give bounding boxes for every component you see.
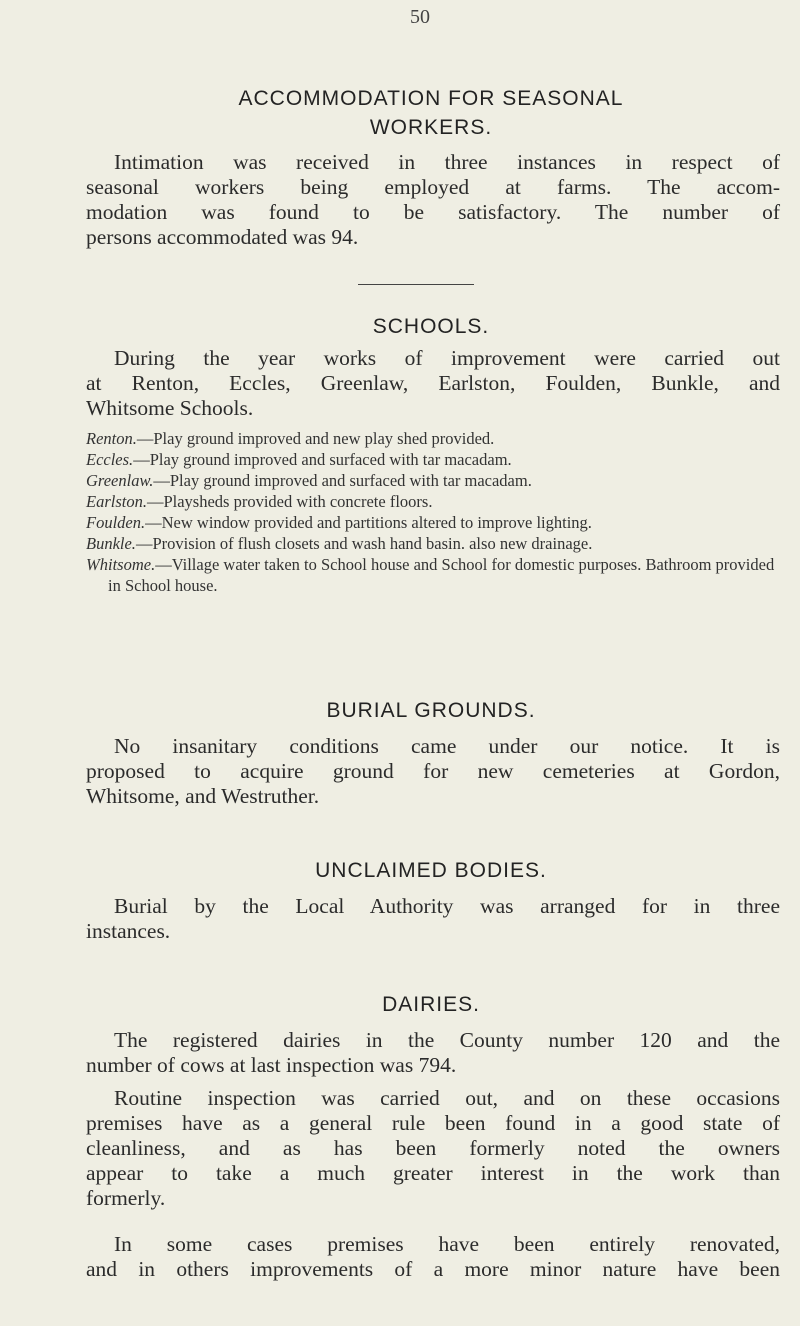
list-item xyxy=(86,512,780,533)
school-name: Renton. xyxy=(86,429,137,448)
school-works: —Village water taken to School house and School for domestic purposes. Bathroom provided in School house. xyxy=(108,555,775,595)
section-divider xyxy=(358,284,474,285)
page-number: 50 xyxy=(410,6,430,28)
school-name: Eccles. xyxy=(86,450,134,469)
list-item xyxy=(86,491,780,512)
school-name: Earlston. xyxy=(86,492,147,511)
text-line: and in others improvements of a more minor nature have been xyxy=(86,1257,780,1281)
list-item xyxy=(86,533,780,554)
list-item xyxy=(86,449,780,470)
text-line: persons accommodated was 94. xyxy=(86,225,359,249)
text-line: During the year works of improvement were carried out xyxy=(114,346,780,370)
unclaimed-bodies-heading: UNCLAIMED BODIES. xyxy=(315,859,547,882)
text-line: cleanliness, and as has been formerly noted the owners xyxy=(86,1136,780,1160)
text-line: The registered dairies in the County number 120 and the xyxy=(114,1028,780,1052)
burial-grounds-heading: BURIAL GROUNDS. xyxy=(326,699,536,722)
school-works: —New window provided and partitions altered to improve lighting. xyxy=(145,513,592,532)
text-line: proposed to acquire ground for new cemeteries at Gordon, xyxy=(86,759,780,783)
seasonal-workers-heading xyxy=(86,84,776,142)
schools-paragraph xyxy=(86,346,780,421)
text-line: Routine inspection was carried out, and on these occasions xyxy=(114,1086,780,1110)
text-line: premises have as a general rule been found in a good state of xyxy=(86,1111,780,1135)
dairies-heading: DAIRIES. xyxy=(382,993,480,1016)
text-line: In some cases premises have been entirely renovated, xyxy=(114,1232,780,1256)
text-line: number of cows at last inspection was 794. xyxy=(86,1053,457,1077)
seasonal-heading-line2: WORKERS. xyxy=(369,116,493,139)
school-name: Foulden. xyxy=(86,513,146,532)
burial-grounds-paragraph xyxy=(86,734,780,809)
school-name: Greenlaw. xyxy=(86,471,154,490)
seasonal-workers-paragraph xyxy=(86,150,780,250)
text-line: Whitsome, and Westruther. xyxy=(86,784,320,808)
school-works: —Provision of flush closets and wash hand basin. also new drainage. xyxy=(135,534,593,553)
school-works: —Playsheds provided with concrete floors. xyxy=(146,492,433,511)
schools-heading: SCHOOLS. xyxy=(372,315,490,338)
unclaimed-bodies-paragraph xyxy=(86,894,780,944)
seasonal-heading-line1: ACCOMMODATION FOR SEASONAL xyxy=(238,87,624,110)
school-works: —Play ground improved and surfaced with tar macadam. xyxy=(133,450,512,469)
text-line: No insanitary conditions came under our notice. It is xyxy=(114,734,780,758)
dairies-paragraph-2 xyxy=(86,1086,780,1211)
list-item xyxy=(86,470,780,491)
text-line: Whitsome Schools. xyxy=(86,396,254,420)
text-line: Intimation was received in three instances in respect of xyxy=(114,150,780,174)
school-name: Whitsome. xyxy=(86,555,156,574)
schools-improvement-list xyxy=(86,428,780,596)
dairies-paragraph-1 xyxy=(86,1028,780,1078)
dairies-paragraph-3 xyxy=(86,1232,780,1282)
school-works: —Play ground improved and new play shed provided. xyxy=(136,429,495,448)
text-line: appear to take a much greater interest in the work than xyxy=(86,1161,780,1185)
school-works: —Play ground improved and surfaced with tar macadam. xyxy=(153,471,532,490)
list-item xyxy=(86,554,780,596)
text-line: seasonal workers being employed at farms. The accom- xyxy=(86,175,780,199)
school-name: Bunkle. xyxy=(86,534,136,553)
text-line: at Renton, Eccles, Greenlaw, Earlston, Foulden, Bunkle, and xyxy=(86,371,780,395)
text-line: instances. xyxy=(86,919,171,943)
text-line: formerly. xyxy=(86,1186,166,1210)
list-item xyxy=(86,428,780,449)
text-line: modation was found to be satisfactory. The number of xyxy=(86,200,780,224)
text-line: Burial by the Local Authority was arranged for in three xyxy=(114,894,780,918)
